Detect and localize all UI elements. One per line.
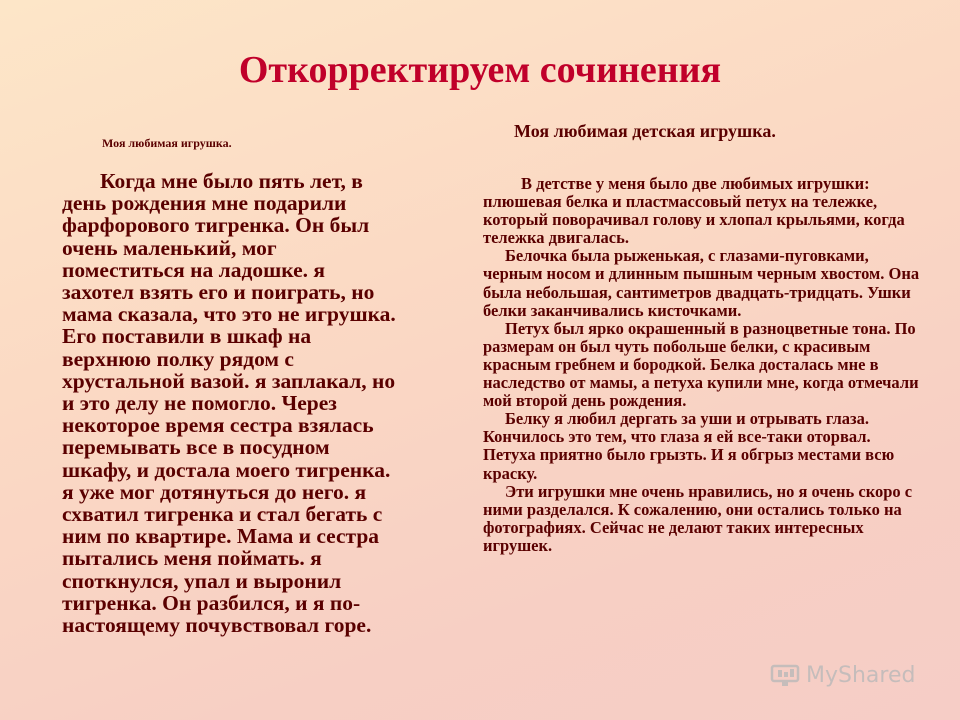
right-essay-text <box>483 175 923 555</box>
left-essay-heading: Моя любимая игрушка. <box>102 136 232 150</box>
watermark-text: MyShared <box>806 662 916 688</box>
right-essay-heading: Моя любимая детская игрушка. <box>514 121 776 141</box>
right-essay-paragraph: Белочка была рыженькая, с глазами-пуговками, черным носом и длинным пышным черным хвостом. Она была небольшая, сантиметров двадцать-тридцать. Ушки белки заканчивались кисточками. <box>483 246 920 320</box>
myshared-watermark <box>770 662 915 688</box>
slide-title: Откорректируем сочинения <box>238 49 722 91</box>
right-essay-paragraph: Эти игрушки мне очень нравились, но я очень скоро с ними разделался. К сожалению, они остались только на фотографиях. Сейчас не делают таких интересных игрушек. <box>483 481 913 555</box>
right-essay-paragraph: В детстве у меня было две любимых игрушки: плюшевая белка и пластмассовый петух на тележке, который поворачивал голову и хлопал крыльями, когда тележка двигалась. <box>483 174 905 248</box>
right-essay-paragraph: Белку я любил дергать за уши и отрывать глаза. Кончилось это тем, что глаза я ей все-таки оторвал. Петуха приятно было грызть. И я обгрыз местами всю краску. <box>483 409 895 483</box>
myshared-logo-icon <box>770 663 800 687</box>
right-essay-paragraph: Петух был ярко окрашенный в разноцветные тона. По размерам он был чуть побольше белки, с красивым красным гребнем и бородкой. Белка досталась мне в наследство от мамы, а петуха купили мне, когда отмечали мой второй день рождения. <box>483 318 919 411</box>
left-essay-text: Когда мне было пять лет, в день рождения мне подарили фарфорового тигренка. Он был очень маленький, мог поместиться на ладошке. я захотел взять его и поиграть, но мама сказала, что это не игрушка. Его поставили в шкаф на верхнюю полку рядом с хрустальной вазой. я заплакал, но и это делу не помогло. Через некоторое время сестра взялась перемывать все в посудном шкафу, и достала моего тигренка. я уже мог дотянуться до него. я схватил тигренка и стал бегать с ним по квартире. Мама и сестра пытались меня поймать. я споткнулся, упал и выронил тигренка. Он разбился, и я по-настоящему почувствовал горе. <box>62 169 396 638</box>
